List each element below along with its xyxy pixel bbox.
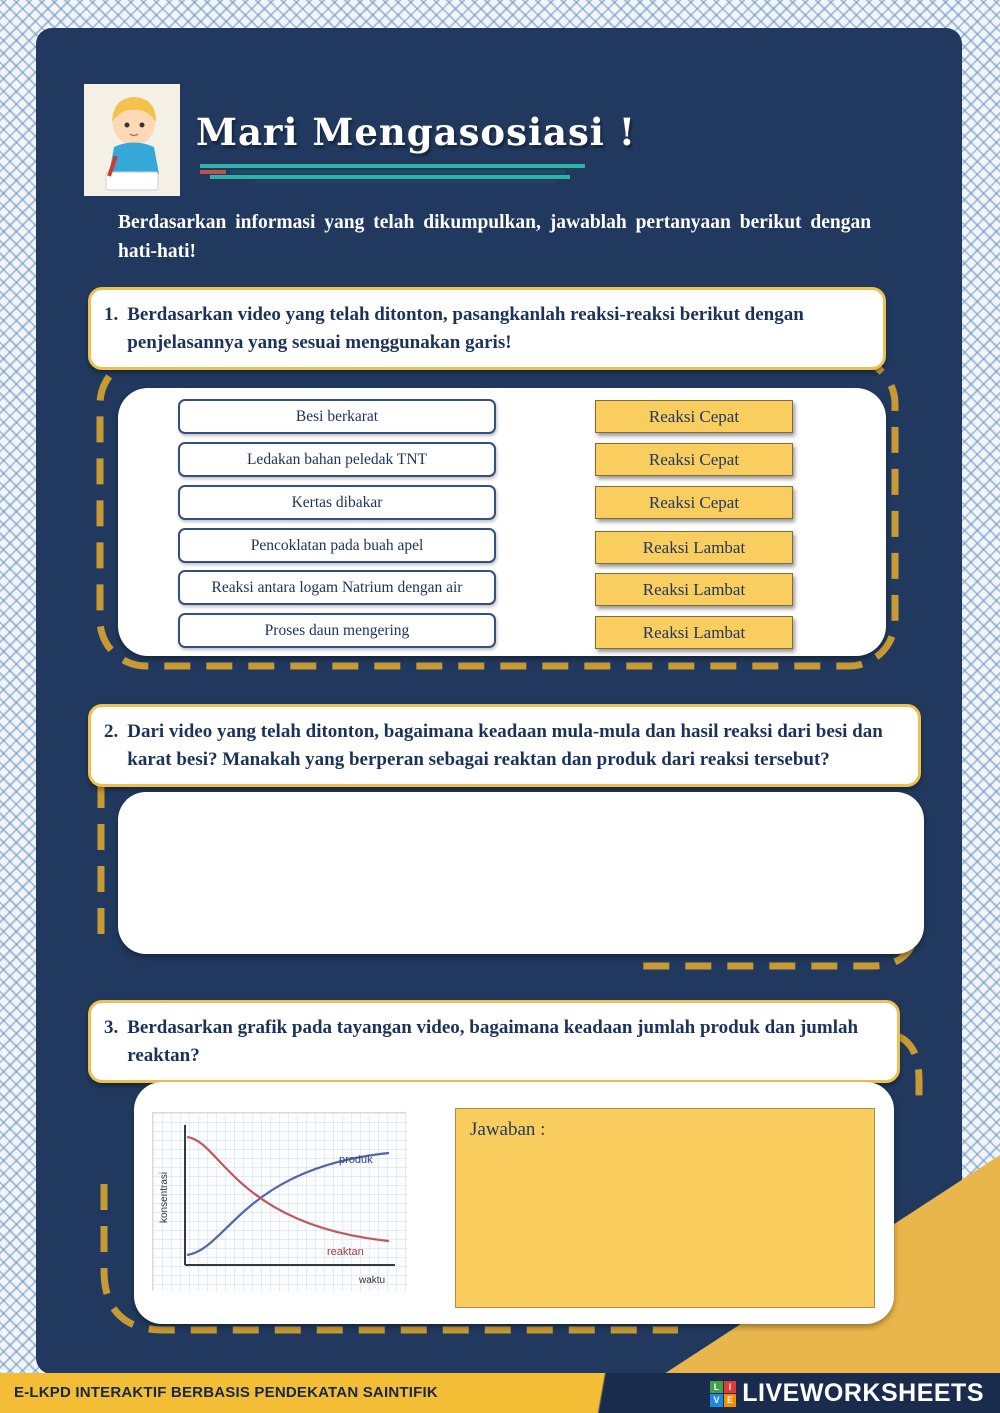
- underline-stroke: [230, 170, 565, 174]
- underline-stroke: [255, 180, 555, 183]
- student-illustration: [84, 84, 180, 196]
- question-3-box: [88, 1000, 900, 1083]
- question-3-number: 3.: [104, 1017, 119, 1038]
- match-left-item-2[interactable]: Ledakan bahan peledak TNT: [178, 442, 496, 477]
- logo-letter: E: [724, 1394, 737, 1407]
- produk-curve-label: produk: [339, 1154, 373, 1166]
- x-axis-label: waktu: [359, 1275, 386, 1286]
- match-left-item-5[interactable]: Reaksi antara logam Natrium dengan air: [178, 570, 496, 605]
- question-3-text: Berdasarkan grafik pada tayangan video, bagaimana keadaan jumlah produk dan jumlah reaktan?: [127, 1017, 859, 1066]
- match-right-item-2[interactable]: Reaksi Cepat: [595, 443, 793, 476]
- question-2-box: [88, 704, 921, 787]
- match-left-item-4[interactable]: Pencoklatan pada buah apel: [178, 528, 496, 563]
- match-right-item-4[interactable]: Reaksi Lambat: [595, 531, 793, 564]
- answer-box-q3[interactable]: [455, 1108, 875, 1308]
- reaktan-curve-label: reaktan: [327, 1246, 364, 1258]
- answer-q3-label: Jawaban :: [470, 1119, 546, 1140]
- liveworksheets-brand[interactable]: [710, 1379, 984, 1408]
- match-right-item-6[interactable]: Reaksi Lambat: [595, 616, 793, 649]
- logo-letter: I: [724, 1381, 737, 1394]
- y-axis-label: konsentrasi: [159, 1171, 170, 1223]
- liveworksheets-logo-icon: [710, 1381, 736, 1407]
- concentration-time-graph: [152, 1112, 406, 1290]
- underline-stroke: [210, 175, 570, 179]
- question-1-number: 1.: [104, 304, 119, 325]
- title-underline-decoration: [200, 162, 590, 188]
- question-2-text: Dari video yang telah ditonton, bagaimana keadaan mula-mula dan hasil reaksi dari besi dan karat besi? Manakah yang berperan sebagai reaktan dan produk dari reaksi tersebut?: [127, 721, 883, 770]
- underline-stroke: [200, 164, 585, 168]
- match-right-item-5[interactable]: Reaksi Lambat: [595, 573, 793, 606]
- question-1-box: [88, 287, 886, 370]
- match-left-item-3[interactable]: Kertas dibakar: [178, 485, 496, 520]
- boy-writing-icon: [84, 84, 180, 196]
- footer-bar: [0, 1373, 1000, 1413]
- underline-stroke: [200, 170, 226, 174]
- question-2-number: 2.: [104, 721, 119, 742]
- match-left-item-6[interactable]: Proses daun mengering: [178, 613, 496, 648]
- match-right-item-1[interactable]: Reaksi Cepat: [595, 400, 793, 433]
- match-right-item-3[interactable]: Reaksi Cepat: [595, 486, 793, 519]
- instruction-text: Berdasarkan informasi yang telah dikumpulkan, jawablah pertanyaan berikut dengan hati-hati!: [118, 212, 872, 263]
- logo-letter: L: [710, 1381, 723, 1394]
- match-left-item-1[interactable]: Besi berkarat: [178, 399, 496, 434]
- answer-box-q2[interactable]: [118, 792, 924, 954]
- footer-left-text: E-LKPD INTERAKTIF BERBASIS PENDEKATAN SAINTIFIK: [14, 1384, 438, 1401]
- logo-letter: V: [710, 1394, 723, 1407]
- brand-text: LIVEWORKSHEETS: [742, 1379, 984, 1407]
- reaction-rate-chart: [153, 1113, 407, 1291]
- page-title: Mari Mengasosiasi !: [196, 110, 636, 154]
- question-1-text: Berdasarkan video yang telah ditonton, pasangkanlah reaksi-reaksi berikut dengan penjelasannya yang sesuai menggunakan garis!: [127, 304, 804, 353]
